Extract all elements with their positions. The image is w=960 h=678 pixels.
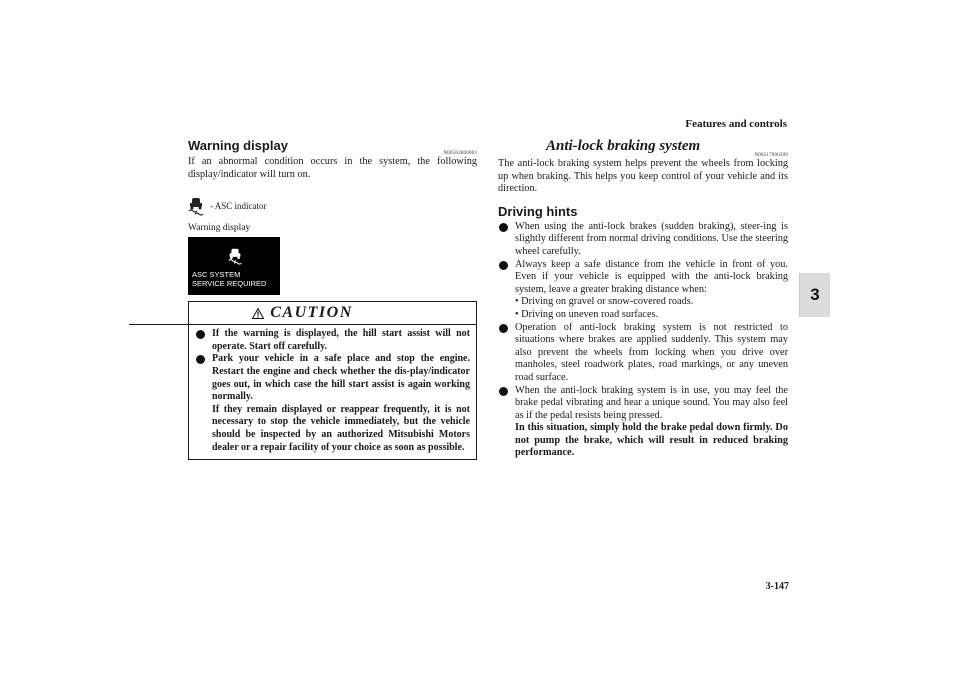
skid-car-icon (226, 247, 244, 265)
abs-intro: The anti-lock braking system helps prevent the wheels from locking up when braking. This helps you keep control of your vehicle and its direction. (498, 158, 788, 195)
bullet-icon (196, 330, 205, 339)
caution-item-text: Park your vehicle in a safe place and stop the engine. Restart the engine and check whether the dis-play/indicator goes out, in which case the hill start assist is again working normally. (212, 353, 470, 403)
header-title: Features and controls (685, 118, 787, 130)
caution-body (189, 325, 476, 459)
warning-lcd-display (188, 237, 280, 295)
hint-item (498, 259, 788, 322)
warning-display-heading: Warning display (188, 138, 288, 153)
caution-follow-text: If they remain displayed or reappear frequently, it is not necessary to stop the vehicle immediately, but the vehicle should be inspected by an authorized Mitsubishi Motors dealer or a repair facility of your choice as soon as possible. (212, 403, 470, 453)
warning-triangle-icon (252, 308, 264, 319)
hint-text: When the anti-lock braking system is in use, you may feel the brake pedal vibrating and hear a unique sound. You may also feel as if the pedal resists being pressed. (515, 384, 788, 421)
lcd-text: ASC SYSTEM SERVICE REQUIRED (192, 270, 267, 289)
chapter-tab: 3 (799, 273, 830, 317)
left-column (188, 138, 477, 460)
hint-bold-note: In this situation, simply hold the brake pedal down firmly. Do not pump the brake, which will result in reduced braking performance. (515, 422, 788, 459)
asc-indicator-label: - ASC indicator (210, 201, 267, 212)
hint-text: Always keep a safe distance from the vehicle in front of you. Even if your vehicle is equipped with the anti-lock braking system, leave a greater braking distance when: (515, 258, 788, 295)
hint-text: When using the anti-lock brakes (sudden braking), steer-ing is slightly different from normal driving conditions. Use the steering wheel carefully. (515, 220, 788, 257)
bullet-icon (499, 324, 508, 333)
caution-item (195, 353, 470, 403)
bullet-icon (499, 223, 508, 232)
abs-title: Anti-lock braking system (546, 138, 701, 154)
hint-item (498, 385, 788, 461)
hint-item (498, 322, 788, 385)
right-column (498, 138, 788, 460)
section-code: N00517900309 (754, 153, 788, 158)
driving-hints-heading: Driving hints (498, 203, 578, 219)
bullet-icon (499, 387, 508, 396)
warning-intro: If an abnormal condition occurs in the system, the following display/indicator will turn on. (188, 156, 477, 180)
caution-item (195, 328, 470, 353)
section-code: N00562800063 (443, 151, 477, 156)
hint-subitem: • Driving on gravel or snow-covered roads. (515, 296, 694, 308)
caution-list (195, 328, 470, 404)
caution-title: CAUTION (270, 304, 353, 322)
page-number: 3-147 (765, 581, 789, 592)
driving-hints-list (498, 221, 788, 460)
hint-item (498, 221, 788, 259)
caution-item-text: If the warning is displayed, the hill start assist will not operate. Start off carefully. (212, 328, 470, 352)
hint-text: Operation of anti-lock braking system is not restricted to situations where brakes are applied suddenly. This system may also prevent the wheels from locking when you drive over manholes, steel roadwork plates, road markings, or any uneven road surface. (515, 321, 788, 383)
caution-box (188, 301, 477, 460)
asc-indicator-row (188, 195, 477, 217)
bullet-icon (196, 355, 205, 364)
hint-subitem: • Driving on uneven road surfaces. (515, 308, 659, 320)
bullet-icon (499, 261, 508, 270)
caution-header (129, 302, 476, 325)
warning-display-label: Warning display (188, 223, 251, 234)
asc-indicator-icon (186, 196, 206, 216)
